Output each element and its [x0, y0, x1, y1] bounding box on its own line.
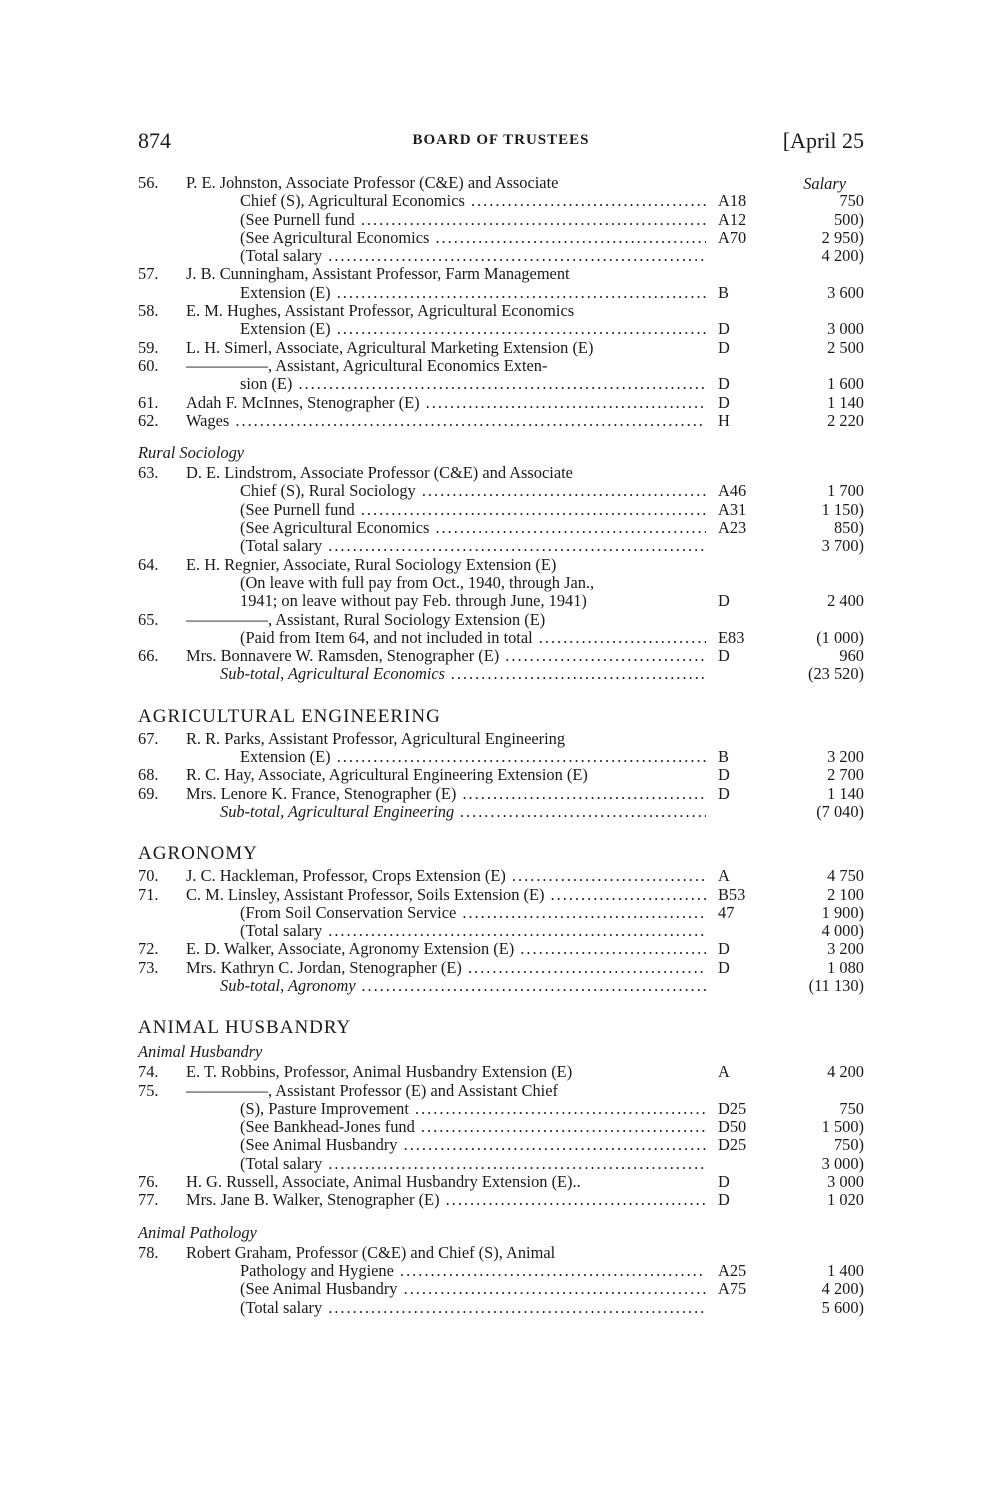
item-description-cell [186, 556, 706, 574]
item-description-cell [220, 665, 706, 683]
item-number: 76. [138, 1172, 159, 1192]
fund-code: A46 [718, 481, 747, 501]
salary-amount: 4 000) [821, 921, 864, 941]
item-description: (Total salary [240, 1298, 323, 1317]
item-number: 64. [138, 554, 159, 574]
item-number: 61. [138, 392, 159, 412]
subsection-heading [138, 1041, 864, 1063]
item-description: (See Bankhead-Jones fund [240, 1118, 415, 1137]
item-description-cell [240, 211, 706, 229]
salary-amount: 1 140 [827, 783, 864, 803]
item-description: J. B. Cunningham, Assistant Professor, Farm Management [186, 265, 570, 284]
salary-item-continuation [138, 1155, 864, 1173]
item-number: 60. [138, 355, 159, 375]
item-description: Sub-total, Agricultural Engineering [220, 802, 455, 821]
fund-code: A [718, 866, 730, 886]
salary-amount: 5 600) [821, 1297, 864, 1317]
item-number: 67. [138, 728, 159, 748]
fund-code: A12 [718, 209, 747, 229]
spacer [138, 821, 864, 841]
salary-item [138, 339, 864, 357]
fund-code: D [718, 957, 730, 977]
salary-amount: 4 200 [827, 1062, 864, 1082]
item-description-cell [220, 977, 706, 995]
item-description: E. H. Regnier, Associate, Rural Sociology Extension (E) [186, 555, 557, 574]
salary-amount: 4 200) [821, 246, 864, 266]
salary-amount: 3 000) [821, 1153, 864, 1173]
item-description-cell [240, 375, 706, 393]
fund-code: B53 [718, 884, 746, 904]
salary-item-continuation [138, 1262, 864, 1280]
salary-item [138, 394, 864, 412]
item-description: Sub-total, Agronomy [220, 976, 356, 995]
salary-item [138, 730, 864, 748]
salary-item [138, 611, 864, 629]
salary-item [138, 357, 864, 375]
salary-amount: 2 220 [827, 410, 864, 430]
item-description-cell [240, 320, 706, 338]
running-title: BOARD OF TRUSTEES [412, 132, 590, 148]
item-description-cell [186, 959, 706, 977]
item-description: L. H. Simerl, Associate, Agricultural Marketing Extension (E) [186, 338, 594, 357]
item-number: 58. [138, 301, 159, 321]
item-description: (Total salary [240, 247, 323, 266]
subsection-heading-text: Animal Husbandry [138, 1042, 263, 1062]
fund-code: A25 [718, 1260, 747, 1280]
salary-item-continuation [138, 629, 864, 647]
item-description-cell [186, 394, 706, 412]
fund-code: E83 [718, 627, 745, 647]
salary-item [138, 174, 864, 192]
item-number: 59. [138, 337, 159, 357]
salary-item [138, 647, 864, 665]
item-number: 65. [138, 609, 159, 629]
item-description-cell [240, 192, 706, 210]
item-description-cell [186, 357, 706, 375]
subsection-heading [138, 442, 864, 464]
salary-amount: 3 600 [827, 282, 864, 302]
salary-amount: 4 750 [827, 866, 864, 886]
fund-code: D [718, 374, 730, 394]
salary-item [138, 1173, 864, 1191]
salary-item-continuation [138, 1299, 864, 1317]
item-description-cell [240, 1299, 706, 1317]
section-heading [138, 1015, 864, 1041]
fund-code: D [718, 392, 730, 412]
item-description: P. E. Johnston, Associate Professor (C&E) and Associate [186, 174, 559, 192]
salary-item [138, 1082, 864, 1100]
item-description-cell [240, 537, 706, 555]
item-description-cell [240, 1100, 706, 1118]
item-description: (Total salary [240, 537, 323, 556]
subsection-heading-text: Animal Pathology [138, 1222, 257, 1242]
item-description-cell [186, 611, 706, 629]
item-description-cell [240, 592, 706, 610]
salary-item [138, 867, 864, 885]
subtotal-row [138, 977, 864, 995]
section-heading-text: AGRONOMY [138, 843, 258, 865]
salary-item [138, 412, 864, 430]
salary-amount: 750 [839, 1098, 864, 1118]
item-description: Extension (E) [240, 283, 331, 302]
salary-item-continuation [138, 537, 864, 555]
salary-amount: (7 040) [816, 801, 864, 821]
item-description-cell [186, 1063, 706, 1081]
salary-amount: 4 200) [821, 1279, 864, 1299]
item-description-cell [186, 265, 706, 283]
salary-amount: 3 200 [827, 747, 864, 767]
item-description: (S), Pasture Improvement [240, 1099, 409, 1118]
item-description: Pathology and Hygiene [240, 1261, 394, 1280]
fund-code: D25 [718, 1135, 747, 1155]
salary-amount: 2 500 [827, 337, 864, 357]
item-description: R. R. Parks, Assistant Professor, Agricultural Engineering [186, 729, 566, 748]
salary-amount: 1 080 [827, 957, 864, 977]
fund-code: D [718, 765, 730, 785]
salary-amount: 750) [833, 1135, 864, 1155]
item-description-cell [186, 647, 706, 665]
item-description-cell [240, 1155, 706, 1173]
fund-code: D25 [718, 1098, 747, 1118]
fund-code: 47 [718, 902, 735, 922]
item-description-cell [186, 867, 706, 885]
item-description: Mrs. Jane B. Walker, Stenographer (E) [186, 1191, 440, 1210]
salary-item-continuation [138, 748, 864, 766]
salary-amount: (23 520) [808, 664, 864, 684]
spacer [138, 995, 864, 1015]
item-description: E. T. Robbins, Professor, Animal Husbandry Extension (E) [186, 1063, 573, 1082]
salary-amount: 1 700 [827, 481, 864, 501]
salary-amount: 2 700 [827, 765, 864, 785]
item-description: E. D. Walker, Associate, Agronomy Extension (E) [186, 940, 515, 959]
salary-item-continuation [138, 247, 864, 265]
subtotal-row [138, 665, 864, 683]
fund-code: D50 [718, 1117, 747, 1137]
salary-amount: 850) [833, 518, 864, 538]
item-number: 77. [138, 1190, 159, 1210]
salary-item-continuation [138, 904, 864, 922]
item-description: H. G. Russell, Associate, Animal Husbandry Extension (E).. [186, 1173, 581, 1192]
item-number: 62. [138, 410, 159, 430]
salary-amount: 3 000 [827, 1172, 864, 1192]
subsection-heading [138, 1222, 864, 1244]
salary-amount: 500) [833, 209, 864, 229]
item-description: (See Agricultural Economics [240, 228, 430, 247]
item-description-cell [186, 302, 706, 320]
section-heading-text: AGRICULTURAL ENGINEERING [138, 705, 441, 727]
fund-code: A18 [718, 191, 747, 211]
salary-amount: 1 020 [827, 1190, 864, 1210]
salary-item-continuation [138, 482, 864, 500]
salary-amount: 1 500) [821, 1117, 864, 1137]
item-description: (Total salary [240, 1154, 323, 1173]
salary-amount: 1 400 [827, 1260, 864, 1280]
item-description: Extension (E) [240, 748, 331, 767]
item-number: 78. [138, 1242, 159, 1262]
section-heading-text: ANIMAL HUSBANDRY [138, 1017, 352, 1039]
fund-code: D [718, 783, 730, 803]
salary-item-continuation [138, 229, 864, 247]
item-description: C. M. Linsley, Assistant Professor, Soils Extension (E) [186, 885, 545, 904]
salary-list [138, 174, 864, 1317]
item-description: Mrs. Lenore K. France, Stenographer (E) [186, 784, 457, 803]
item-description-cell [240, 629, 706, 647]
item-description: J. C. Hackleman, Professor, Crops Extension (E) [186, 867, 506, 886]
salary-item [138, 265, 864, 283]
salary-item [138, 785, 864, 803]
salary-amount: (11 130) [808, 975, 864, 995]
item-description-cell [240, 1136, 706, 1154]
header-date: [April 25 [782, 128, 864, 153]
salary-amount: 1 150) [821, 499, 864, 519]
salary-item [138, 1063, 864, 1081]
salary-amount: 1 900) [821, 902, 864, 922]
salary-item-continuation [138, 1100, 864, 1118]
salary-column-heading: Salary [803, 174, 846, 193]
item-number: 75. [138, 1080, 159, 1100]
item-description: (On leave with full pay from Oct., 1940, through Jan., [240, 573, 595, 592]
fund-code: A [718, 1062, 730, 1082]
salary-item [138, 959, 864, 977]
item-description: (See Purnell fund [240, 210, 355, 229]
item-description-cell [240, 904, 706, 922]
salary-item [138, 556, 864, 574]
item-number: 74. [138, 1062, 159, 1082]
salary-amount: 3 000 [827, 319, 864, 339]
salary-item-continuation [138, 922, 864, 940]
item-description-cell [240, 482, 706, 500]
fund-code: B [718, 282, 729, 302]
fund-code: A75 [718, 1279, 747, 1299]
salary-item-continuation [138, 320, 864, 338]
salary-amount: (1 000) [816, 627, 864, 647]
item-description: Adah F. McInnes, Stenographer (E) [186, 393, 420, 412]
item-number: 72. [138, 939, 159, 959]
item-description: (See Animal Husbandry [240, 1280, 398, 1299]
item-description-cell [240, 1262, 706, 1280]
item-description-cell [186, 730, 706, 748]
item-description: (Paid from Item 64, and not included in total [240, 628, 533, 647]
item-number: 70. [138, 866, 159, 886]
item-number: 57. [138, 264, 159, 284]
salary-amount: 2 400 [827, 591, 864, 611]
item-description-cell [240, 1280, 706, 1298]
salary-amount: 2 950) [821, 227, 864, 247]
item-description-cell [240, 519, 706, 537]
item-description: R. C. Hay, Associate, Agricultural Engineering Extension (E) [186, 766, 588, 785]
item-number: 68. [138, 765, 159, 785]
item-description: D. E. Lindstrom, Associate Professor (C&E) and Associate [186, 464, 573, 483]
item-description-cell [240, 284, 706, 302]
salary-item [138, 940, 864, 958]
fund-code: D [718, 646, 730, 666]
page-number: 874 [138, 128, 171, 153]
item-description-cell [240, 574, 706, 592]
item-description: Mrs. Kathryn C. Jordan, Stenographer (E) [186, 958, 462, 977]
item-description: sion (E) [240, 375, 293, 394]
salary-item-continuation [138, 574, 864, 592]
item-description-cell [186, 1173, 706, 1191]
item-description: (See Agricultural Economics [240, 519, 430, 538]
salary-amount: 3 200 [827, 939, 864, 959]
fund-code: D [718, 591, 730, 611]
subtotal-row [138, 803, 864, 821]
subsection-heading-text: Rural Sociology [138, 443, 245, 463]
salary-item-continuation [138, 519, 864, 537]
item-description: (See Animal Husbandry [240, 1136, 398, 1155]
item-number: 56. [138, 173, 159, 192]
item-description: Chief (S), Rural Sociology [240, 482, 416, 501]
item-description-cell [186, 1082, 706, 1100]
item-description-cell [186, 412, 706, 430]
item-description: E. M. Hughes, Assistant Professor, Agricultural Economics [186, 302, 575, 321]
item-description: (See Purnell fund [240, 500, 355, 519]
item-description: —————, Assistant Professor (E) and Assistant Chief [186, 1081, 558, 1100]
fund-code: A23 [718, 518, 747, 538]
fund-code: D [718, 319, 730, 339]
item-description-cell [186, 886, 706, 904]
salary-item-continuation [138, 1136, 864, 1154]
item-description-cell [240, 922, 706, 940]
salary-item-continuation [138, 284, 864, 302]
fund-code: H [718, 410, 730, 430]
salary-item [138, 302, 864, 320]
item-description-cell [186, 464, 706, 482]
fund-code: B [718, 747, 729, 767]
salary-item-continuation [138, 375, 864, 393]
item-description: Mrs. Bonnavere W. Ramsden, Stenographer (E) [186, 647, 500, 666]
item-description-cell [240, 1118, 706, 1136]
fund-code: A70 [718, 227, 747, 247]
item-description-cell [186, 1191, 706, 1209]
spacer [138, 1210, 864, 1222]
item-description-cell [240, 247, 706, 265]
salary-item [138, 886, 864, 904]
item-description-cell [186, 1244, 706, 1262]
item-description: Chief (S), Agricultural Economics [240, 192, 465, 211]
item-description-cell [186, 785, 706, 803]
salary-amount: 3 700) [821, 536, 864, 556]
item-number: 71. [138, 884, 159, 904]
item-description: (Total salary [240, 922, 323, 941]
salary-item [138, 464, 864, 482]
item-description-cell [220, 803, 706, 821]
salary-item-continuation [138, 501, 864, 519]
item-description: Extension (E) [240, 320, 331, 339]
running-header [138, 128, 864, 154]
item-description-cell [240, 748, 706, 766]
fund-code: D [718, 337, 730, 357]
spacer [138, 684, 864, 704]
item-description-cell [240, 229, 706, 247]
item-description: —————, Assistant, Agricultural Economics Exten- [186, 356, 548, 375]
item-description: Wages [186, 411, 230, 430]
item-number: 63. [138, 463, 159, 483]
salary-item-continuation [138, 211, 864, 229]
fund-code: A31 [718, 499, 747, 519]
item-number: 73. [138, 957, 159, 977]
salary-item-continuation [138, 592, 864, 610]
item-description-cell [186, 339, 706, 357]
salary-amount: 960 [839, 646, 864, 666]
salary-amount: 1 600 [827, 374, 864, 394]
salary-item-continuation [138, 1118, 864, 1136]
item-description: 1941; on leave without pay Feb. through June, 1941) [240, 592, 587, 611]
item-description-cell [186, 766, 706, 784]
item-description: Robert Graham, Professor (C&E) and Chief (S), Animal [186, 1243, 556, 1262]
item-description-cell [186, 174, 706, 192]
salary-amount: 1 140 [827, 392, 864, 412]
item-description: (From Soil Conservation Service [240, 903, 457, 922]
salary-amount: 2 100 [827, 884, 864, 904]
salary-item [138, 1244, 864, 1262]
item-description: —————, Assistant, Rural Sociology Extension (E) [186, 610, 546, 629]
fund-code: D [718, 1172, 730, 1192]
salary-item-continuation [138, 1280, 864, 1298]
salary-item [138, 1191, 864, 1209]
salary-item-continuation [138, 192, 864, 210]
item-number: 69. [138, 783, 159, 803]
item-description-cell [240, 501, 706, 519]
item-description: Sub-total, Agricultural Economics [220, 665, 446, 684]
section-heading [138, 704, 864, 730]
salary-amount: 750 [839, 191, 864, 211]
section-heading [138, 841, 864, 867]
spacer [138, 430, 864, 442]
fund-code: D [718, 939, 730, 959]
item-description-cell [186, 940, 706, 958]
item-number: 66. [138, 646, 159, 666]
salary-item [138, 766, 864, 784]
fund-code: D [718, 1190, 730, 1210]
